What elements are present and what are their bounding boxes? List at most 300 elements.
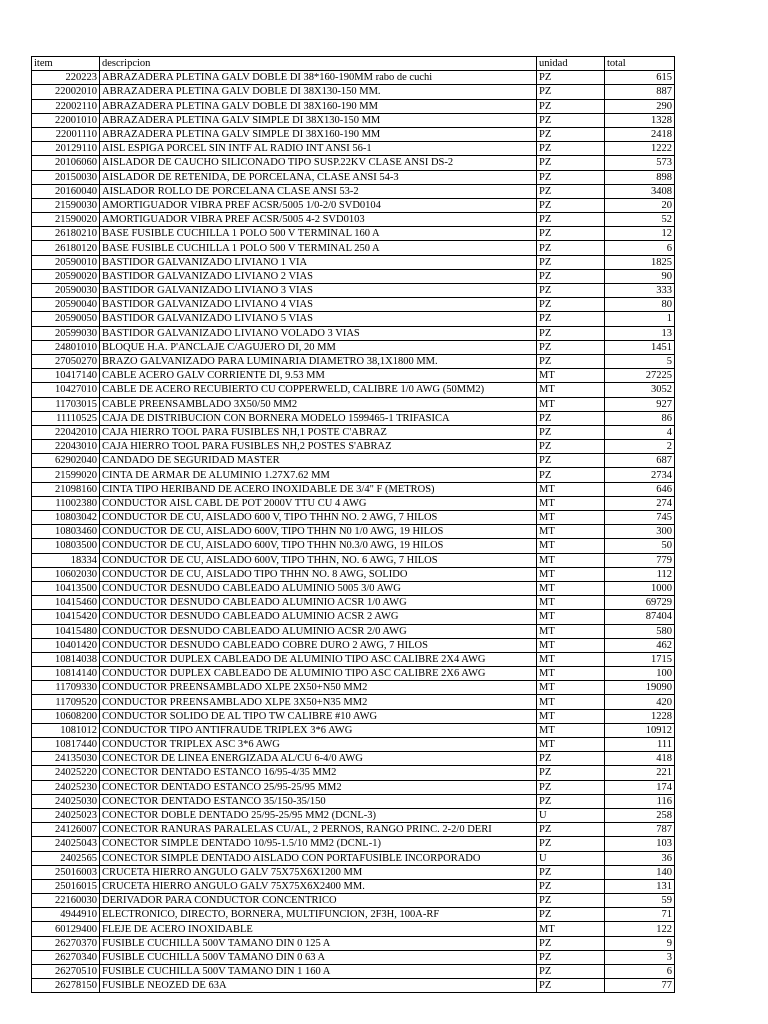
- table-row: [32, 198, 675, 212]
- table-row: [32, 468, 675, 482]
- cell-item: 11703015: [32, 397, 100, 411]
- cell-item: 10803042: [32, 511, 100, 525]
- cell-item: 18334: [32, 553, 100, 567]
- cell-item: 10415420: [32, 610, 100, 624]
- cell-unidad: MT: [537, 581, 605, 595]
- table-row: [32, 667, 675, 681]
- cell-unidad: PZ: [537, 354, 605, 368]
- cell-total: 787: [605, 823, 675, 837]
- cell-item: 25016003: [32, 865, 100, 879]
- cell-total: 6: [605, 241, 675, 255]
- cell-descripcion: CONECTOR SIMPLE DENTADO 10/95-1.5/10 MM2 (DCNL-1): [100, 837, 537, 851]
- cell-unidad: PZ: [537, 936, 605, 950]
- cell-total: 77: [605, 979, 675, 993]
- cell-unidad: PZ: [537, 241, 605, 255]
- table-row: [32, 369, 675, 383]
- cell-descripcion: CONDUCTOR DESNUDO CABLEADO ALUMINIO ACSR 2 AWG: [100, 610, 537, 624]
- cell-total: 87404: [605, 610, 675, 624]
- cell-unidad: PZ: [537, 879, 605, 893]
- cell-item: 60129400: [32, 922, 100, 936]
- cell-total: 333: [605, 284, 675, 298]
- table-row: [32, 936, 675, 950]
- cell-total: 646: [605, 482, 675, 496]
- cell-unidad: PZ: [537, 766, 605, 780]
- cell-unidad: PZ: [537, 837, 605, 851]
- cell-unidad: MT: [537, 553, 605, 567]
- cell-item: 26270370: [32, 936, 100, 950]
- cell-total: 52: [605, 213, 675, 227]
- cell-unidad: PZ: [537, 113, 605, 127]
- cell-descripcion: BASTIDOR GALVANIZADO LIVIANO 2 VIAS: [100, 269, 537, 283]
- cell-descripcion: CONDUCTOR TIPO ANTIFRAUDE TRIPLEX 3*6 AWG: [100, 723, 537, 737]
- cell-item: 27050270: [32, 354, 100, 368]
- cell-item: 21599020: [32, 468, 100, 482]
- cell-descripcion: CONDUCTOR DUPLEX CABLEADO DE ALUMINIO TIPO ASC CALIBRE 2X4 AWG: [100, 652, 537, 666]
- cell-item: 20160040: [32, 184, 100, 198]
- cell-total: 2734: [605, 468, 675, 482]
- cell-descripcion: CAJA HIERRO TOOL PARA FUSIBLES NH,1 POSTE C'ABRAZ: [100, 425, 537, 439]
- table-row: [32, 425, 675, 439]
- cell-item: 10602030: [32, 567, 100, 581]
- cell-item: 20590010: [32, 255, 100, 269]
- cell-item: 24135030: [32, 752, 100, 766]
- cell-total: 86: [605, 411, 675, 425]
- table-row: [32, 780, 675, 794]
- cell-descripcion: FUSIBLE CUCHILLA 500V TAMANO DIN 1 160 A: [100, 965, 537, 979]
- cell-descripcion: CINTA TIPO HERIBAND DE ACERO INOXIDABLE DE 3/4" F (METROS): [100, 482, 537, 496]
- cell-unidad: PZ: [537, 794, 605, 808]
- cell-descripcion: AISLADOR DE CAUCHO SILICONADO TIPO SUSP.22KV CLASE ANSI DS-2: [100, 156, 537, 170]
- cell-unidad: MT: [537, 369, 605, 383]
- cell-item: 10803500: [32, 539, 100, 553]
- cell-unidad: PZ: [537, 752, 605, 766]
- cell-total: 573: [605, 156, 675, 170]
- cell-unidad: PZ: [537, 71, 605, 85]
- cell-item: 10415460: [32, 596, 100, 610]
- cell-descripcion: CONDUCTOR DE CU, AISLADO TIPO THHN NO. 8 AWG, SOLIDO: [100, 567, 537, 581]
- cell-total: 1451: [605, 340, 675, 354]
- cell-descripcion: AMORTIGUADOR VIBRA PREF ACSR/5005 4-2 SVD0103: [100, 213, 537, 227]
- cell-unidad: MT: [537, 695, 605, 709]
- cell-item: 10413500: [32, 581, 100, 595]
- cell-total: 131: [605, 879, 675, 893]
- cell-item: 24801010: [32, 340, 100, 354]
- cell-total: 50: [605, 539, 675, 553]
- cell-total: 779: [605, 553, 675, 567]
- cell-total: 13: [605, 326, 675, 340]
- table-row: [32, 681, 675, 695]
- cell-total: 1: [605, 312, 675, 326]
- cell-item: 10415480: [32, 624, 100, 638]
- cell-total: 9: [605, 936, 675, 950]
- cell-descripcion: CONDUCTOR DE CU, AISLADO 600 V, TIPO THHN NO. 2 AWG, 7 HILOS: [100, 511, 537, 525]
- cell-total: 2418: [605, 127, 675, 141]
- cell-unidad: PZ: [537, 894, 605, 908]
- cell-descripcion: CABLE PREENSAMBLADO 3X50/50 MM2: [100, 397, 537, 411]
- table-row: [32, 553, 675, 567]
- cell-descripcion: FUSIBLE CUCHILLA 500V TAMANO DIN 0 125 A: [100, 936, 537, 950]
- cell-item: 21590020: [32, 213, 100, 227]
- cell-total: 1222: [605, 142, 675, 156]
- table-row: [32, 581, 675, 595]
- header-item: item: [32, 57, 100, 71]
- cell-item: 21098160: [32, 482, 100, 496]
- cell-unidad: PZ: [537, 908, 605, 922]
- cell-item: 24025043: [32, 837, 100, 851]
- header-descripcion: descripcion: [100, 57, 537, 71]
- table-row: [32, 511, 675, 525]
- cell-total: 887: [605, 85, 675, 99]
- table-row: [32, 170, 675, 184]
- cell-total: 418: [605, 752, 675, 766]
- cell-item: 10814038: [32, 652, 100, 666]
- cell-descripcion: ABRAZADERA PLETINA GALV DOBLE DI 38*160-190MM rabo de cuchi: [100, 71, 537, 85]
- cell-item: 4944910: [32, 908, 100, 922]
- cell-unidad: MT: [537, 397, 605, 411]
- inventory-table: [31, 56, 675, 993]
- cell-total: 1000: [605, 581, 675, 595]
- cell-unidad: U: [537, 851, 605, 865]
- cell-unidad: MT: [537, 383, 605, 397]
- cell-unidad: MT: [537, 652, 605, 666]
- cell-total: 898: [605, 170, 675, 184]
- cell-total: 274: [605, 496, 675, 510]
- cell-total: 36: [605, 851, 675, 865]
- cell-descripcion: CONDUCTOR DESNUDO CABLEADO ALUMINIO 5005 3/0 AWG: [100, 581, 537, 595]
- header-total: total: [605, 57, 675, 71]
- cell-total: 1715: [605, 652, 675, 666]
- table-row: [32, 454, 675, 468]
- cell-unidad: MT: [537, 922, 605, 936]
- cell-unidad: PZ: [537, 284, 605, 298]
- cell-descripcion: CONECTOR SIMPLE DENTADO AISLADO CON PORTAFUSIBLE INCORPORADO: [100, 851, 537, 865]
- cell-total: 27225: [605, 369, 675, 383]
- cell-descripcion: BASE FUSIBLE CUCHILLA 1 POLO 500 V TERMINAL 250 A: [100, 241, 537, 255]
- cell-total: 687: [605, 454, 675, 468]
- cell-unidad: PZ: [537, 127, 605, 141]
- cell-descripcion: DERIVADOR PARA CONDUCTOR CONCENTRICO: [100, 894, 537, 908]
- table-row: [32, 965, 675, 979]
- cell-descripcion: CONDUCTOR TRIPLEX ASC 3*6 AWG: [100, 738, 537, 752]
- cell-item: 1081012: [32, 723, 100, 737]
- cell-unidad: PZ: [537, 425, 605, 439]
- cell-unidad: PZ: [537, 170, 605, 184]
- table-row: [32, 851, 675, 865]
- table-row: [32, 71, 675, 85]
- table-row: [32, 383, 675, 397]
- cell-unidad: PZ: [537, 99, 605, 113]
- cell-descripcion: AISLADOR ROLLO DE PORCELANA CLASE ANSI 53-2: [100, 184, 537, 198]
- cell-unidad: PZ: [537, 198, 605, 212]
- cell-descripcion: ABRAZADERA PLETINA GALV DOBLE DI 38X160-190 MM: [100, 99, 537, 113]
- cell-item: 22043010: [32, 440, 100, 454]
- cell-item: 24126007: [32, 823, 100, 837]
- cell-descripcion: BASTIDOR GALVANIZADO LIVIANO 1 VIA: [100, 255, 537, 269]
- cell-unidad: PZ: [537, 823, 605, 837]
- cell-item: 20106060: [32, 156, 100, 170]
- cell-unidad: PZ: [537, 184, 605, 198]
- cell-total: 10912: [605, 723, 675, 737]
- cell-total: 80: [605, 298, 675, 312]
- table-row: [32, 638, 675, 652]
- table-row: [32, 213, 675, 227]
- cell-descripcion: BASTIDOR GALVANIZADO LIVIANO 3 VIAS: [100, 284, 537, 298]
- cell-unidad: PZ: [537, 269, 605, 283]
- cell-unidad: MT: [537, 738, 605, 752]
- cell-item: 20590020: [32, 269, 100, 283]
- cell-unidad: MT: [537, 496, 605, 510]
- table-row: [32, 184, 675, 198]
- table-row: [32, 113, 675, 127]
- table-row: [32, 482, 675, 496]
- cell-total: 300: [605, 525, 675, 539]
- cell-item: 22001110: [32, 127, 100, 141]
- cell-item: 24025220: [32, 766, 100, 780]
- cell-descripcion: CRUCETA HIERRO ANGULO GALV 75X75X6X2400 MM.: [100, 879, 537, 893]
- cell-total: 122: [605, 922, 675, 936]
- cell-unidad: PZ: [537, 213, 605, 227]
- cell-total: 420: [605, 695, 675, 709]
- cell-unidad: MT: [537, 567, 605, 581]
- cell-descripcion: CONDUCTOR DESNUDO CABLEADO ALUMINIO ACSR 1/0 AWG: [100, 596, 537, 610]
- table-row: [32, 340, 675, 354]
- table-row: [32, 624, 675, 638]
- cell-descripcion: CONDUCTOR SOLIDO DE AL TIPO TW CALIBRE #10 AWG: [100, 709, 537, 723]
- cell-total: 3052: [605, 383, 675, 397]
- cell-unidad: PZ: [537, 865, 605, 879]
- cell-item: 11110525: [32, 411, 100, 425]
- cell-descripcion: CONDUCTOR DE CU, AISLADO 600V, TIPO THHN, NO. 6 AWG, 7 HILOS: [100, 553, 537, 567]
- cell-total: 140: [605, 865, 675, 879]
- cell-total: 1825: [605, 255, 675, 269]
- cell-item: 10817440: [32, 738, 100, 752]
- cell-descripcion: BASTIDOR GALVANIZADO LIVIANO 4 VIAS: [100, 298, 537, 312]
- cell-unidad: MT: [537, 709, 605, 723]
- table-body: [32, 71, 675, 993]
- cell-item: 26270340: [32, 950, 100, 964]
- table-row: [32, 794, 675, 808]
- cell-total: 3408: [605, 184, 675, 198]
- cell-unidad: PZ: [537, 780, 605, 794]
- table-row: [32, 241, 675, 255]
- cell-descripcion: CAJA DE DISTRIBUCION CON BORNERA MODELO 1599465-1 TRIFASICA: [100, 411, 537, 425]
- cell-descripcion: CONECTOR DENTADO ESTANCO 35/150-35/150: [100, 794, 537, 808]
- cell-item: 21590030: [32, 198, 100, 212]
- table-row: [32, 723, 675, 737]
- cell-unidad: PZ: [537, 227, 605, 241]
- cell-total: 174: [605, 780, 675, 794]
- table-row: [32, 284, 675, 298]
- cell-descripcion: CONECTOR DENTADO ESTANCO 16/95-4/35 MM2: [100, 766, 537, 780]
- table-row: [32, 85, 675, 99]
- cell-unidad: PZ: [537, 156, 605, 170]
- cell-unidad: PZ: [537, 312, 605, 326]
- cell-item: 26180210: [32, 227, 100, 241]
- cell-item: 25016015: [32, 879, 100, 893]
- cell-item: 2402565: [32, 851, 100, 865]
- cell-item: 10814140: [32, 667, 100, 681]
- cell-total: 90: [605, 269, 675, 283]
- cell-total: 615: [605, 71, 675, 85]
- cell-descripcion: CONECTOR DENTADO ESTANCO 25/95-25/95 MM2: [100, 780, 537, 794]
- cell-descripcion: CABLE ACERO GALV CORRIENTE DI, 9.53 MM: [100, 369, 537, 383]
- cell-item: 62902040: [32, 454, 100, 468]
- cell-unidad: PZ: [537, 326, 605, 340]
- header-unidad: unidad: [537, 57, 605, 71]
- table-row: [32, 411, 675, 425]
- cell-descripcion: CAJA HIERRO TOOL PARA FUSIBLES NH,2 POSTES S'ABRAZ: [100, 440, 537, 454]
- cell-descripcion: CONDUCTOR DESNUDO CABLEADO ALUMINIO ACSR 2/0 AWG: [100, 624, 537, 638]
- cell-item: 24025023: [32, 808, 100, 822]
- cell-total: 927: [605, 397, 675, 411]
- cell-item: 22160030: [32, 894, 100, 908]
- table-row: [32, 894, 675, 908]
- cell-descripcion: BASTIDOR GALVANIZADO LIVIANO VOLADO 3 VIAS: [100, 326, 537, 340]
- table-row: [32, 695, 675, 709]
- cell-descripcion: CONECTOR DOBLE DENTADO 25/95-25/95 MM2 (DCNL-3): [100, 808, 537, 822]
- cell-descripcion: CRUCETA HIERRO ANGULO GALV 75X75X6X1200 MM: [100, 865, 537, 879]
- cell-item: 20590050: [32, 312, 100, 326]
- table-row: [32, 539, 675, 553]
- cell-unidad: MT: [537, 681, 605, 695]
- cell-unidad: MT: [537, 482, 605, 496]
- header-row: [32, 57, 675, 71]
- table-row: [32, 837, 675, 851]
- cell-total: 12: [605, 227, 675, 241]
- cell-total: 745: [605, 511, 675, 525]
- cell-total: 258: [605, 808, 675, 822]
- cell-unidad: MT: [537, 723, 605, 737]
- cell-descripcion: AISL ESPIGA PORCEL SIN INTF AL RADIO INT ANSI 56-1: [100, 142, 537, 156]
- table-row: [32, 610, 675, 624]
- cell-descripcion: CONDUCTOR AISL CABL DE POT 2000V TTU CU 4 AWG: [100, 496, 537, 510]
- cell-total: 112: [605, 567, 675, 581]
- cell-item: 26278150: [32, 979, 100, 993]
- table-row: [32, 738, 675, 752]
- cell-item: 20150030: [32, 170, 100, 184]
- cell-total: 290: [605, 99, 675, 113]
- cell-unidad: MT: [537, 667, 605, 681]
- cell-total: 19090: [605, 681, 675, 695]
- table-row: [32, 709, 675, 723]
- table-row: [32, 227, 675, 241]
- cell-total: 71: [605, 908, 675, 922]
- cell-total: 221: [605, 766, 675, 780]
- cell-unidad: PZ: [537, 965, 605, 979]
- cell-descripcion: CONDUCTOR DE CU, AISLADO 600V, TIPO THHN N0 1/0 AWG, 19 HILOS: [100, 525, 537, 539]
- table-row: [32, 269, 675, 283]
- table-row: [32, 652, 675, 666]
- table-row: [32, 525, 675, 539]
- cell-item: 10417140: [32, 369, 100, 383]
- cell-item: 11709520: [32, 695, 100, 709]
- table-row: [32, 326, 675, 340]
- cell-total: 111: [605, 738, 675, 752]
- table-row: [32, 766, 675, 780]
- table-row: [32, 312, 675, 326]
- table-row: [32, 752, 675, 766]
- cell-item: 26180120: [32, 241, 100, 255]
- cell-total: 100: [605, 667, 675, 681]
- table-row: [32, 397, 675, 411]
- cell-total: 462: [605, 638, 675, 652]
- cell-total: 3: [605, 950, 675, 964]
- cell-item: 20590030: [32, 284, 100, 298]
- cell-total: 5: [605, 354, 675, 368]
- table-row: [32, 142, 675, 156]
- cell-item: 20599030: [32, 326, 100, 340]
- cell-descripcion: CABLE DE ACERO RECUBIERTO CU COPPERWELD, CALIBRE 1/0 AWG (50MM2): [100, 383, 537, 397]
- cell-item: 10803460: [32, 525, 100, 539]
- cell-item: 24025230: [32, 780, 100, 794]
- cell-item: 22042010: [32, 425, 100, 439]
- cell-unidad: PZ: [537, 411, 605, 425]
- table-row: [32, 922, 675, 936]
- cell-item: 10608200: [32, 709, 100, 723]
- cell-descripcion: CINTA DE ARMAR DE ALUMINIO 1.27X7.62 MM: [100, 468, 537, 482]
- cell-descripcion: CANDADO DE SEGURIDAD MASTER: [100, 454, 537, 468]
- cell-descripcion: BASTIDOR GALVANIZADO LIVIANO 5 VIAS: [100, 312, 537, 326]
- cell-descripcion: CONECTOR DE LINEA ENERGIZADA AL/CU 6-4/0 AWG: [100, 752, 537, 766]
- cell-descripcion: ABRAZADERA PLETINA GALV DOBLE DI 38X130-150 MM.: [100, 85, 537, 99]
- cell-unidad: PZ: [537, 454, 605, 468]
- cell-unidad: PZ: [537, 468, 605, 482]
- cell-unidad: PZ: [537, 85, 605, 99]
- table-row: [32, 354, 675, 368]
- cell-unidad: PZ: [537, 255, 605, 269]
- cell-item: 20129110: [32, 142, 100, 156]
- table-row: [32, 879, 675, 893]
- cell-unidad: MT: [537, 525, 605, 539]
- cell-unidad: MT: [537, 638, 605, 652]
- cell-total: 20: [605, 198, 675, 212]
- cell-descripcion: BLOQUE H.A. P'ANCLAJE C/AGUJERO DI, 20 MM: [100, 340, 537, 354]
- cell-descripcion: CONDUCTOR DESNUDO CABLEADO COBRE DURO 2 AWG, 7 HILOS: [100, 638, 537, 652]
- cell-unidad: PZ: [537, 298, 605, 312]
- cell-item: 22002110: [32, 99, 100, 113]
- table-row: [32, 496, 675, 510]
- table-row: [32, 156, 675, 170]
- cell-unidad: PZ: [537, 340, 605, 354]
- cell-total: 6: [605, 965, 675, 979]
- cell-item: 220223: [32, 71, 100, 85]
- cell-total: 116: [605, 794, 675, 808]
- cell-descripcion: CONDUCTOR PREENSAMBLADO XLPE 3X50+N35 MM2: [100, 695, 537, 709]
- cell-item: 11002380: [32, 496, 100, 510]
- table-row: [32, 127, 675, 141]
- table-row: [32, 596, 675, 610]
- cell-unidad: PZ: [537, 979, 605, 993]
- cell-descripcion: ABRAZADERA PLETINA GALV SIMPLE DI 38X130-150 MM: [100, 113, 537, 127]
- cell-descripcion: FUSIBLE NEOZED DE 63A: [100, 979, 537, 993]
- cell-descripcion: BASE FUSIBLE CUCHILLA 1 POLO 500 V TERMINAL 160 A: [100, 227, 537, 241]
- cell-unidad: PZ: [537, 950, 605, 964]
- cell-descripcion: AMORTIGUADOR VIBRA PREF ACSR/5005 1/0-2/0 SVD0104: [100, 198, 537, 212]
- cell-descripcion: CONECTOR RANURAS PARALELAS CU/AL, 2 PERNOS, RANGO PRINC. 2-2/0 DERI: [100, 823, 537, 837]
- cell-total: 580: [605, 624, 675, 638]
- table-row: [32, 865, 675, 879]
- cell-descripcion: CONDUCTOR PREENSAMBLADO XLPE 2X50+N50 MM2: [100, 681, 537, 695]
- cell-item: 22002010: [32, 85, 100, 99]
- cell-total: 2: [605, 440, 675, 454]
- cell-item: 11709330: [32, 681, 100, 695]
- cell-item: 22001010: [32, 113, 100, 127]
- cell-descripcion: FLEJE DE ACERO INOXIDABLE: [100, 922, 537, 936]
- cell-item: 26270510: [32, 965, 100, 979]
- cell-descripcion: ELECTRONICO, DIRECTO, BORNERA, MULTIFUNCION, 2F3H, 100A-RF: [100, 908, 537, 922]
- cell-descripcion: CONDUCTOR DUPLEX CABLEADO DE ALUMINIO TIPO ASC CALIBRE 2X6 AWG: [100, 667, 537, 681]
- cell-descripcion: BRAZO GALVANIZADO PARA LUMINARIA DIAMETRO 38,1X1800 MM.: [100, 354, 537, 368]
